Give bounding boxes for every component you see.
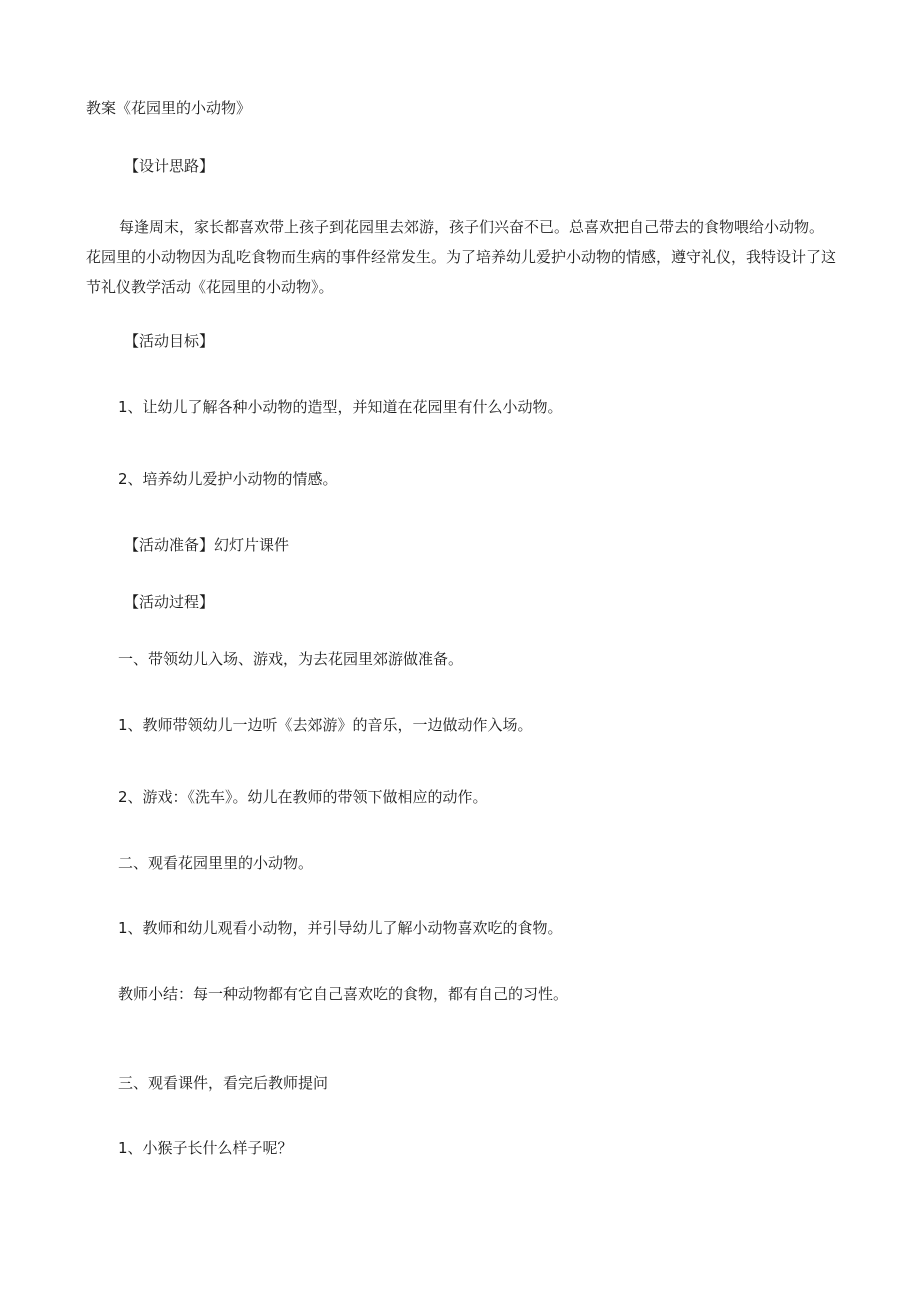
step-2-item-1: 1、教师和幼儿观看小动物，并引导幼儿了解小动物喜欢吃的食物。	[118, 919, 563, 937]
step-2-summary: 教师小结：每一种动物都有它自己喜欢吃的食物，都有自己的习性。	[118, 985, 569, 1003]
goal-heading: 【活动目标】	[124, 332, 215, 350]
step-3-item-1: 1、小猴子长什么样子呢？	[118, 1139, 293, 1157]
step-3: 三、观看课件，看完后教师提问	[118, 1074, 329, 1092]
design-heading: 【设计思路】	[124, 157, 215, 175]
process-heading: 【活动过程】	[124, 593, 215, 611]
design-paragraph: 每逢周末，家长都喜欢带上孩子到花园里去郊游，孩子们兴奋不已。总喜欢把自己带去的食物喂给小动物。花园里的小动物因为乱吃食物而生病的事件经常发生。为了培养幼儿爱护小动物的情感，遵守礼仪，我特设计了这节礼仪教学活动《花园里的小动物》。	[86, 218, 837, 296]
document-title: 教案《花园里的小动物》	[86, 99, 252, 117]
step-2: 二、观看花园里里的小动物。	[118, 854, 314, 872]
goal-item-1: 1、让幼儿了解各种小动物的造型，并知道在花园里有什么小动物。	[118, 398, 563, 416]
goal-item-2: 2、培养幼儿爱护小动物的情感。	[118, 470, 338, 488]
step-1: 一、带领幼儿入场、游戏，为去花园里郊游做准备。	[118, 650, 464, 668]
step-1-item-2: 2、游戏：《洗车》。幼儿在教师的带领下做相应的动作。	[118, 788, 488, 806]
preparation: 【活动准备】幻灯片课件	[124, 536, 290, 554]
step-1-item-1: 1、教师带领幼儿一边听《去郊游》的音乐，一边做动作入场。	[118, 716, 533, 734]
